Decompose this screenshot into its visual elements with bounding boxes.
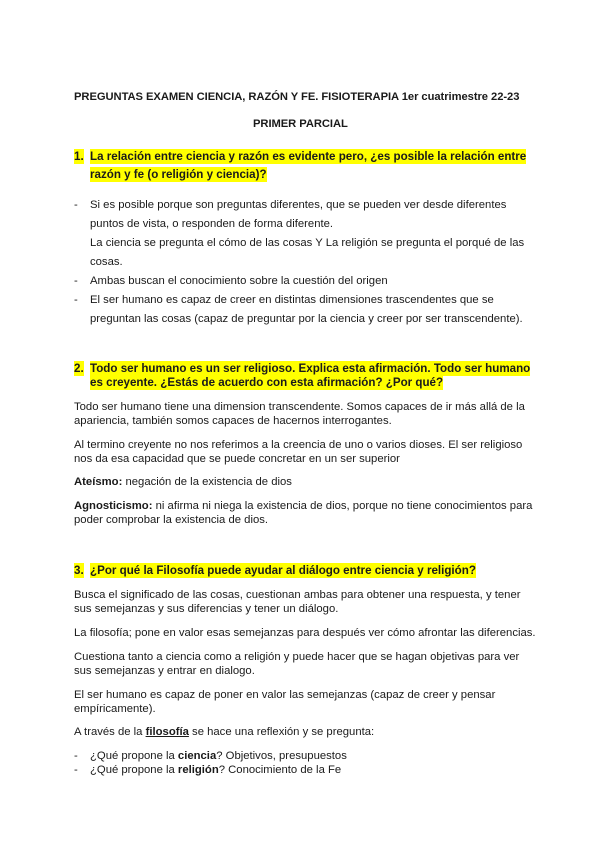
answer-3-paragraph-1-line-2: sus semejanzas y sus diferencias y tener un diálogo. <box>74 603 339 615</box>
document-subtitle: PRIMER PARCIAL <box>253 118 348 130</box>
question-1-line-1: La relación entre ciencia y razón es evidente pero, ¿es posible la relación entre <box>90 150 527 163</box>
bullet-marker: - <box>74 199 78 211</box>
answer-3-list-item-2: ¿Qué propone la religión? Conocimiento de la Fe <box>90 764 342 776</box>
question-2-line-1: Todo ser humano es un ser religioso. Explica esta afirmación. Todo ser humano <box>90 362 531 375</box>
bullet-marker: - <box>74 294 78 306</box>
answer-1-bullet-1-line-3: La ciencia se pregunta el cómo de las cosas Y La religión se pregunta el porqué de las <box>90 237 525 249</box>
answer-3-paragraph-2: La filosofía; pone en valor esas semejanzas para después ver cómo afrontar las diferencias. <box>74 627 536 639</box>
answer-3-paragraph-1-line-1: Busca el significado de las cosas, cuestionan ambas para obtener una respuesta, y tener <box>74 589 521 601</box>
answer-3-list-item-1: ¿Qué propone la ciencia? Objetivos, presupuestos <box>90 750 347 762</box>
answer-2-paragraph-1-line-1: Todo ser humano tiene una dimension transcendente. Somos capaces de ir más allá de la <box>74 401 525 413</box>
definition-ateismo: Ateísmo: negación de la existencia de dios <box>74 476 292 488</box>
question-1-number: 1. <box>74 150 84 163</box>
answer-3-paragraph-5: A través de la filosofía se hace una reflexión y se pregunta: <box>74 726 375 738</box>
answer-3-paragraph-3-line-2: sus semejanzas y entrar en dialogo. <box>74 665 255 677</box>
answer-1-bullet-1-line-1: Si es posible porque son preguntas diferentes, que se pueden ver desde diferentes <box>90 199 507 211</box>
answer-1-bullet-1-line-4: cosas. <box>90 256 123 268</box>
answer-1-bullet-3-line-2: preguntan las cosas (capaz de preguntar por la ciencia y creer por ser transcendente). <box>90 313 523 325</box>
bullet-marker: - <box>74 750 78 762</box>
definition-agnosticismo-line-2: poder comprobar la existencia de dios. <box>74 514 269 526</box>
answer-3-paragraph-4-line-1: El ser humano es capaz de poner en valor las semejanzas (capaz de creer y pensar <box>74 689 496 701</box>
answer-2-paragraph-2-line-2: nos da esa capacidad que se puede concretar en un ser superior <box>74 453 400 465</box>
question-1-line-2: razón y fe (o religión y ciencia)? <box>90 168 267 181</box>
answer-3-paragraph-3-line-1: Cuestiona tanto a ciencia como a religión y puede hacer que se hagan objetivas para ver <box>74 651 520 663</box>
answer-1-bullet-2: Ambas buscan el conocimiento sobre la cuestión del origen <box>90 275 388 287</box>
question-2-line-2: es creyente. ¿Estás de acuerdo con esta afirmación? ¿Por qué? <box>90 376 444 389</box>
answer-2-paragraph-1-line-2: apariencia, también somos capaces de hacernos interrogantes. <box>74 415 392 427</box>
question-3-line-1: ¿Por qué la Filosofía puede ayudar al diálogo entre ciencia y religión? <box>90 564 476 577</box>
definition-agnosticismo-line-1: Agnosticismo: ni afirma ni niega la existencia de dios, porque no tiene conocimientos para <box>74 500 533 512</box>
answer-1-bullet-3-line-1: El ser humano es capaz de creer en distintas dimensiones trascendentes que se <box>90 294 494 306</box>
question-3-number: 3. <box>74 564 84 577</box>
answer-3-paragraph-4-line-2: empíricamente). <box>74 703 156 715</box>
answer-2-paragraph-2-line-1: Al termino creyente no nos referimos a la creencia de uno o varios dioses. El ser religioso <box>74 439 523 451</box>
answer-1-bullet-1-line-2: puntos de vista, o responden de forma diferente. <box>90 218 334 230</box>
bullet-marker: - <box>74 764 78 776</box>
bullet-marker: - <box>74 275 78 287</box>
question-2-number: 2. <box>74 362 84 375</box>
document-title: PREGUNTAS EXAMEN CIENCIA, RAZÓN Y FE. FISIOTERAPIA 1er cuatrimestre 22-23 <box>74 91 520 103</box>
